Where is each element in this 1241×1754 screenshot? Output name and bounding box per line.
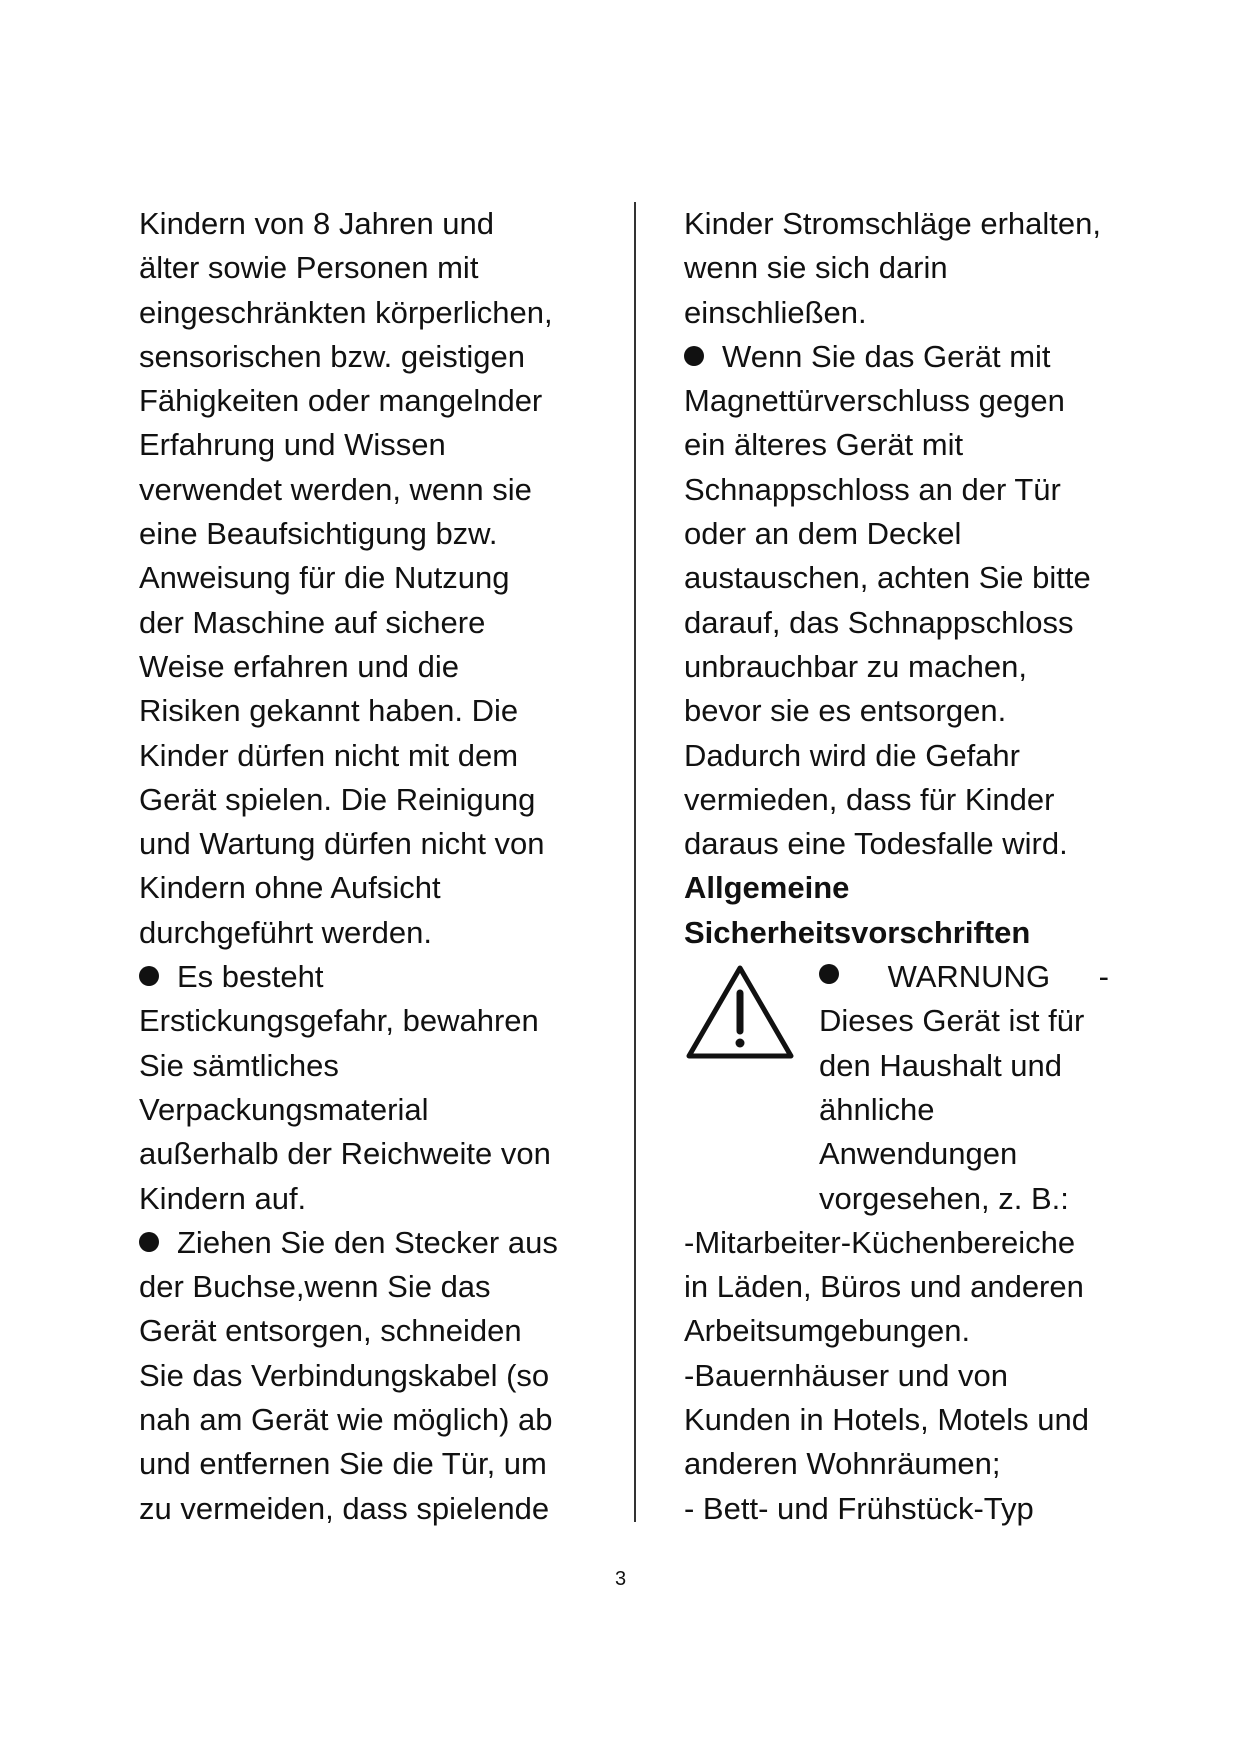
text-line: Gerät entsorgen, schneiden — [139, 1313, 522, 1349]
text-line: Erfahrung und Wissen — [139, 427, 446, 463]
warning-dash: - — [1098, 959, 1109, 995]
text-line: Kindern auf. — [139, 1180, 307, 1216]
page-number: 3 — [614, 1568, 627, 1590]
bullet-dot-icon — [139, 1232, 159, 1252]
text-line: in Läden, Büros und anderen — [684, 1269, 1084, 1305]
text-line: Kunden in Hotels, Motels und — [684, 1402, 1089, 1438]
text-line: Anweisung für die Nutzung — [139, 560, 510, 596]
text-line: verwendet werden, wenn sie — [139, 471, 532, 507]
right-column — [684, 202, 1154, 1531]
bullet-dot-icon — [819, 964, 839, 984]
text-line: außerhalb der Reichweite von — [139, 1136, 551, 1172]
text-line: der Buchse,wenn Sie das — [139, 1269, 491, 1305]
text-line: älter sowie Personen mit — [139, 250, 479, 286]
text-line: ein älteres Gerät mit — [684, 427, 964, 463]
text-line: Sie das Verbindungskabel (so — [139, 1357, 550, 1393]
text-line: nah am Gerät wie möglich) ab — [139, 1402, 553, 1438]
text-line: den Haushalt und — [819, 1047, 1063, 1083]
bullet-item-magnet-door — [684, 335, 1154, 867]
bullet-dot-icon — [684, 346, 704, 366]
column-divider — [634, 202, 636, 1522]
text-line: eine Beaufsichtigung bzw. — [139, 516, 498, 552]
text-line: Kindern von 8 Jahren und — [139, 206, 495, 241]
warning-label: WARNUNG — [887, 959, 1051, 995]
text-line: -Mitarbeiter-Küchenbereiche — [684, 1224, 1076, 1260]
text-line: wenn sie sich darin — [684, 250, 948, 286]
left-column — [139, 202, 619, 1531]
warning-block — [684, 955, 1154, 1221]
bullet-first-line — [139, 1221, 619, 1265]
text-line: zu vermeiden, dass spielende — [139, 1490, 550, 1526]
text-line: Kinder Stromschläge erhalten, — [684, 206, 1102, 241]
text-line: vermieden, dass für Kinder — [684, 781, 1055, 817]
text-line: Schnappschloss an der Tür — [684, 471, 1061, 507]
text-line: vorgesehen, z. B.: — [819, 1180, 1069, 1216]
text-line: -Bauernhäuser und von — [684, 1357, 1009, 1393]
bullet-first-line — [684, 335, 1154, 379]
text-line: anderen Wohnräumen; — [684, 1446, 1001, 1482]
text-line: Dadurch wird die Gefahr — [684, 737, 1020, 773]
text-line: durchgeführt werden. — [139, 914, 432, 950]
warning-triangle-icon — [684, 963, 796, 1063]
text-line: ähnliche — [819, 1091, 935, 1127]
text-line: oder an dem Deckel — [684, 516, 962, 552]
text-line: Sie sämtliches — [139, 1047, 339, 1083]
bullet-text: Wenn Sie das Gerät mit — [722, 338, 1051, 374]
text-line: Anwendungen — [819, 1136, 1018, 1172]
text-line: und entfernen Sie die Tür, um — [139, 1446, 547, 1482]
text-line: Risiken gekannt haben. Die — [139, 693, 519, 729]
heading-line: Sicherheitsvorschriften — [684, 914, 1031, 950]
warning-header — [819, 955, 1109, 999]
text-line: Kinder dürfen nicht mit dem — [139, 737, 519, 773]
bullet-text: Es besteht — [177, 959, 324, 995]
bullet-item-suffocation — [139, 955, 619, 1221]
section-heading — [684, 866, 1154, 955]
text-line: bevor sie es entsorgen. — [684, 693, 1007, 729]
text-line: Verpackungsmaterial — [139, 1091, 429, 1127]
text-line: Magnettürverschluss gegen — [684, 383, 1065, 419]
text-line: Kindern ohne Aufsicht — [139, 870, 441, 906]
text-line: darauf, das Schnappschloss — [684, 604, 1074, 640]
text-line: einschließen. — [684, 294, 867, 330]
bullet-dot-icon — [139, 966, 159, 986]
text-line: Erstickungsgefahr, bewahren — [139, 1003, 539, 1039]
text-line: - Bett- und Frühstück-Typ — [684, 1490, 1034, 1526]
text-line: Weise erfahren und die — [139, 648, 459, 684]
bullet-item-disposal — [139, 1221, 619, 1531]
text-line: sensorischen bzw. geistigen — [139, 338, 526, 374]
heading-line: Allgemeine — [684, 870, 850, 906]
text-line: und Wartung dürfen nicht von — [139, 826, 545, 862]
warning-text — [819, 955, 1149, 1221]
text-line: austauschen, achten Sie bitte — [684, 560, 1091, 596]
text-line: Gerät spielen. Die Reinigung — [139, 781, 536, 817]
text-line: Fähigkeiten oder mangelnder — [139, 383, 543, 419]
text-line: Arbeitsumgebungen. — [684, 1313, 971, 1349]
bullet-text: Ziehen Sie den Stecker aus — [177, 1224, 558, 1260]
text-line: eingeschränkten körperlichen, — [139, 294, 553, 330]
bullet-first-line — [139, 955, 619, 999]
text-line: der Maschine auf sichere — [139, 604, 486, 640]
text-line: Dieses Gerät ist für — [819, 1003, 1085, 1039]
text-line: daraus eine Todesfalle wird. — [684, 826, 1068, 862]
text-line: unbrauchbar zu machen, — [684, 648, 1027, 684]
